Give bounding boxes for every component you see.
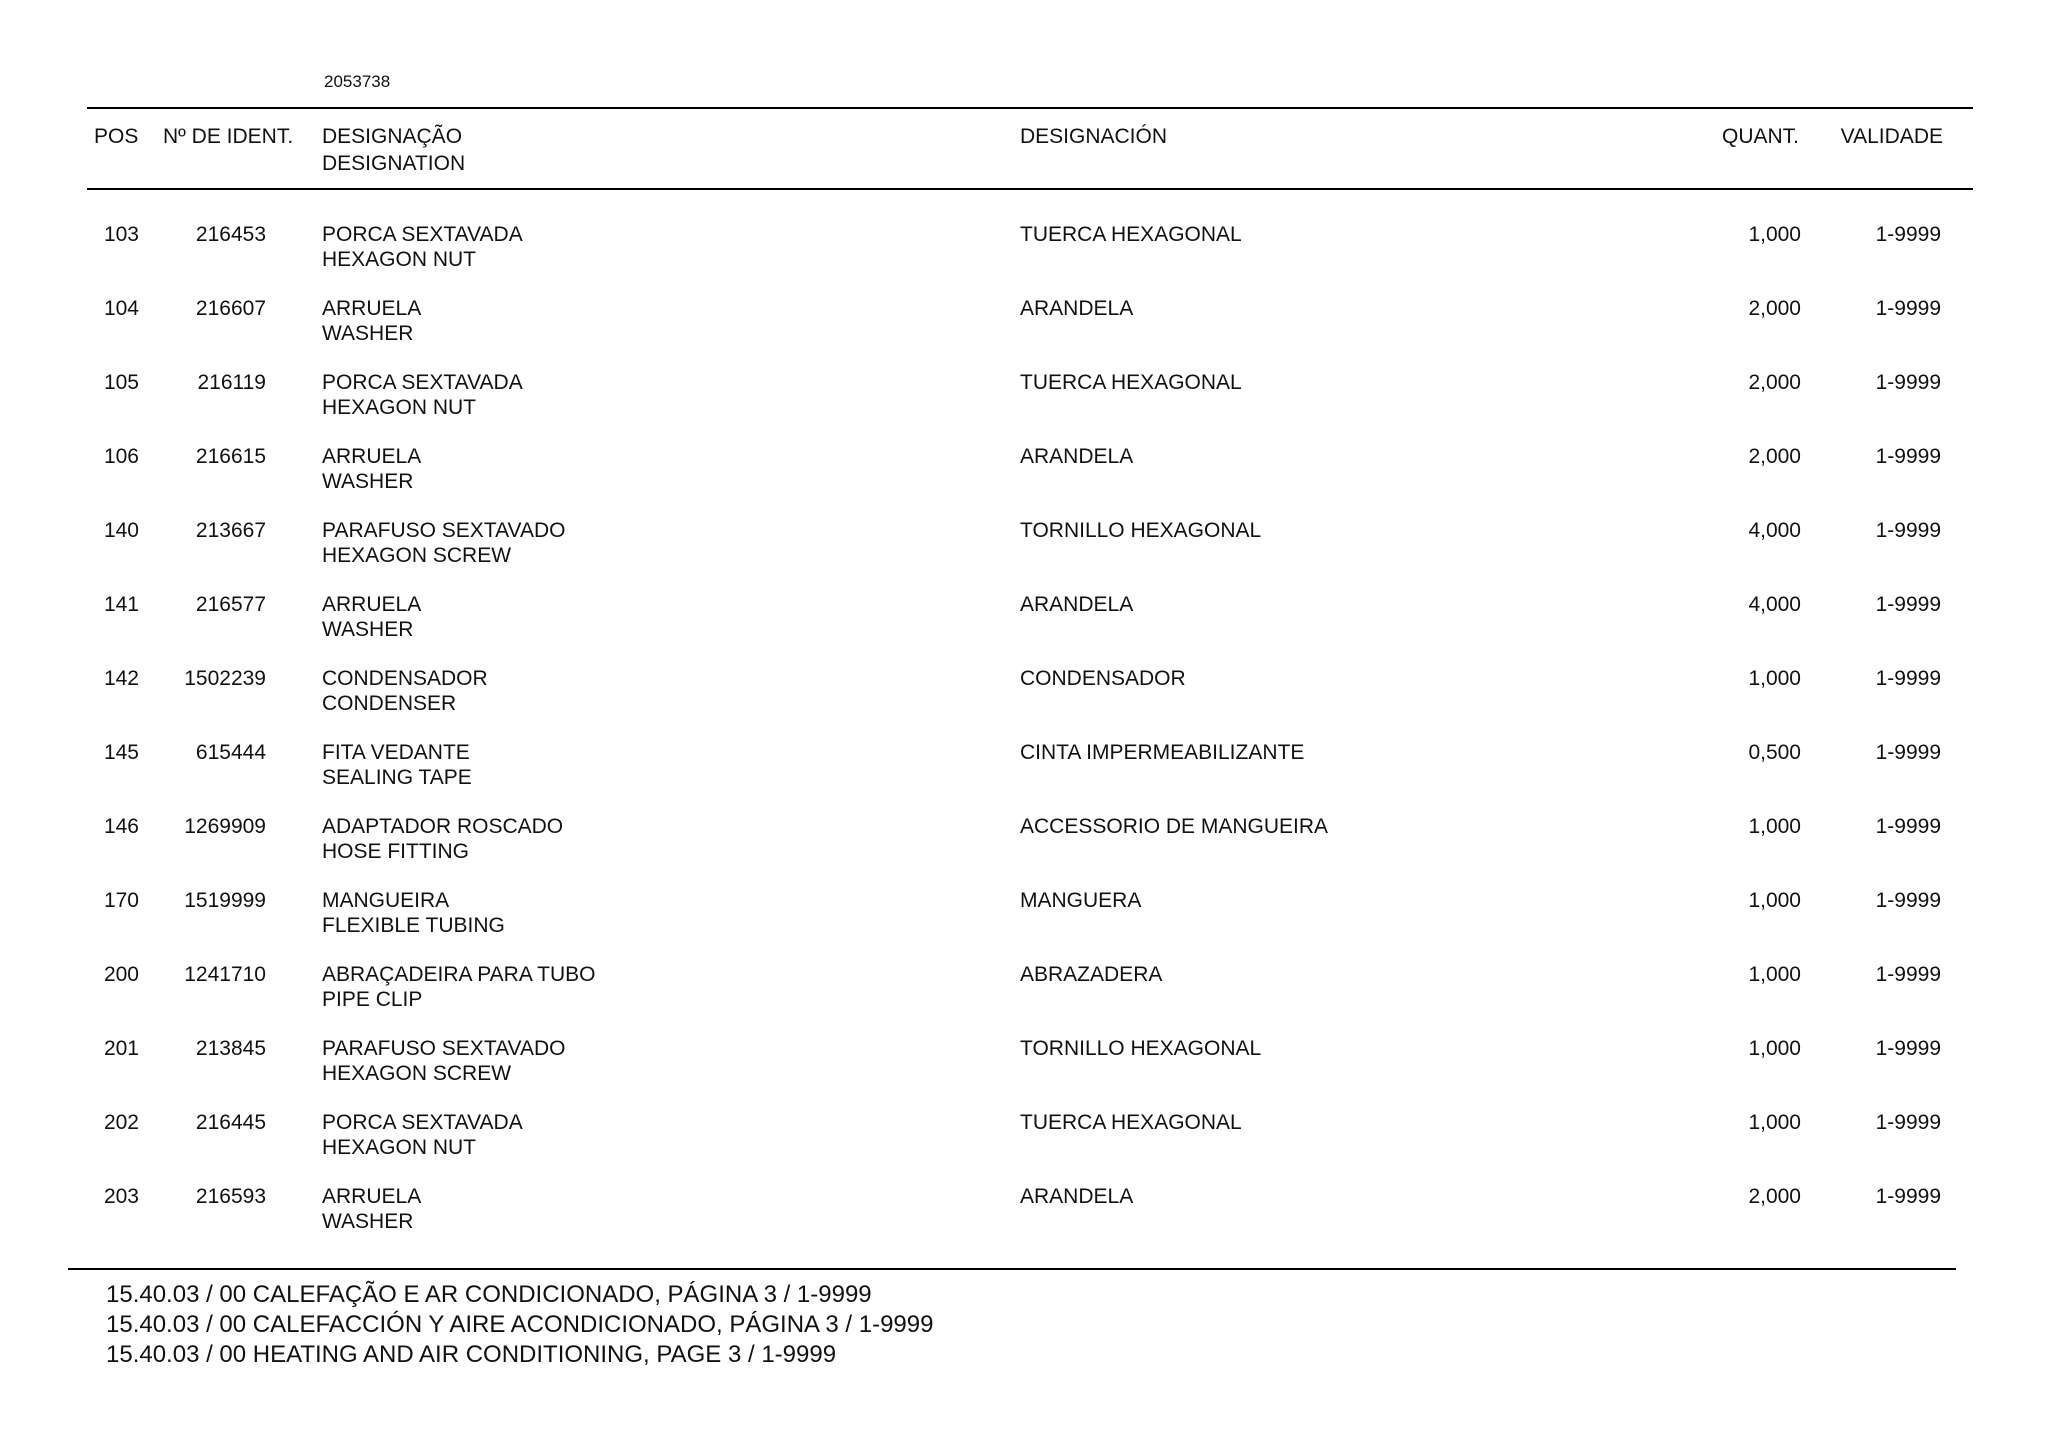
row-quantity: 4,000: [1748, 593, 1801, 616]
row-designation: [322, 370, 523, 420]
row-designation: [322, 888, 505, 938]
row-quantity: 1,000: [1748, 1111, 1801, 1134]
table-row: [0, 444, 2048, 518]
row-ident: 213845: [195, 1037, 266, 1060]
footer-line-es: 15.40.03 / 00 CALEFACCIÓN Y AIRE ACONDICIONADO, PÁGINA 3 / 1-9999: [106, 1311, 934, 1338]
row-pos: 104: [103, 297, 139, 320]
row-validity: 1-9999: [1875, 1037, 1941, 1060]
page-footer: [106, 1280, 933, 1370]
row-designation-es: TUERCA HEXAGONAL: [1020, 1111, 1242, 1134]
row-validity: 1-9999: [1875, 371, 1941, 394]
row-designation-es: ARANDELA: [1020, 445, 1134, 468]
row-designation-es: ARANDELA: [1020, 593, 1134, 616]
row-designation-pt: ARRUELA: [322, 445, 422, 468]
table-row: [0, 1036, 2048, 1110]
row-quantity: 1,000: [1748, 963, 1801, 986]
row-ident: 615444: [195, 741, 266, 764]
table-row: [0, 1184, 2048, 1258]
row-designation: [322, 592, 421, 642]
row-pos: 106: [103, 445, 139, 468]
row-designation-pt: ABRAÇADEIRA PARA TUBO: [322, 963, 596, 986]
row-ident: 1519999: [184, 889, 266, 912]
row-designation-en: HEXAGON NUT: [322, 1136, 477, 1159]
row-designation: [322, 962, 595, 1012]
row-pos: 142: [103, 667, 139, 690]
row-designation: [322, 1110, 523, 1160]
row-quantity: 1,000: [1748, 223, 1801, 246]
row-designation-es: CONDENSADOR: [1020, 667, 1186, 690]
row-designation-es: TUERCA HEXAGONAL: [1020, 371, 1242, 394]
row-designation-pt: CONDENSADOR: [322, 667, 488, 690]
row-designation-en: FLEXIBLE TUBING: [322, 914, 505, 937]
row-designation-pt: PORCA SEXTAVADA: [322, 1111, 523, 1134]
row-pos: 146: [103, 815, 139, 838]
row-validity: 1-9999: [1875, 815, 1941, 838]
row-validity: 1-9999: [1875, 741, 1941, 764]
bottom-rule: [68, 1268, 1956, 1270]
row-designation: [322, 222, 523, 272]
row-designation-en: WASHER: [322, 322, 414, 345]
table-row: [0, 370, 2048, 444]
table-row: [0, 296, 2048, 370]
row-ident: 216119: [197, 371, 266, 394]
row-designation-pt: ARRUELA: [322, 593, 422, 616]
header-pos: POS: [94, 125, 139, 148]
row-pos: 141: [103, 593, 139, 616]
row-quantity: 0,500: [1748, 741, 1801, 764]
row-validity: 1-9999: [1875, 297, 1941, 320]
row-designation: [322, 740, 472, 790]
row-designation-es: CINTA IMPERMEABILIZANTE: [1020, 741, 1305, 764]
row-designation: [322, 666, 488, 716]
footer-line-en: 15.40.03 / 00 HEATING AND AIR CONDITIONING, PAGE 3 / 1-9999: [106, 1341, 837, 1368]
row-quantity: 1,000: [1748, 889, 1801, 912]
row-quantity: 1,000: [1748, 667, 1801, 690]
row-ident: 216577: [195, 593, 266, 616]
row-ident: 216607: [195, 297, 266, 320]
row-pos: 103: [103, 223, 139, 246]
footer-line-pt: 15.40.03 / 00 CALEFAÇÃO E AR CONDICIONADO, PÁGINA 3 / 1-9999: [106, 1281, 872, 1308]
row-designation-es: TORNILLO HEXAGONAL: [1020, 1037, 1262, 1060]
header-validity: VALIDADE: [1840, 125, 1943, 148]
table-row: [0, 518, 2048, 592]
parts-table-body: [0, 222, 2048, 1258]
row-ident: 213667: [195, 519, 266, 542]
row-quantity: 1,000: [1748, 815, 1801, 838]
row-validity: 1-9999: [1875, 889, 1941, 912]
table-row: [0, 740, 2048, 814]
row-ident: 216593: [195, 1185, 266, 1208]
row-pos: 145: [103, 741, 139, 764]
row-designation-en: CONDENSER: [322, 692, 457, 715]
row-designation-pt: PORCA SEXTAVADA: [322, 223, 523, 246]
row-ident: 216445: [195, 1111, 266, 1134]
row-designation: [322, 814, 563, 864]
row-validity: 1-9999: [1875, 1111, 1941, 1134]
row-designation: [322, 444, 421, 494]
row-quantity: 4,000: [1748, 519, 1801, 542]
row-designation-pt: PARAFUSO SEXTAVADO: [322, 519, 566, 542]
row-designation-pt: MANGUEIRA: [322, 889, 450, 912]
table-row: [0, 666, 2048, 740]
row-designation: [322, 1184, 421, 1234]
row-designation-pt: PORCA SEXTAVADA: [322, 371, 523, 394]
row-designation-es: ACCESSORIO DE MANGUEIRA: [1020, 815, 1329, 838]
row-quantity: 1,000: [1748, 1037, 1801, 1060]
row-validity: 1-9999: [1875, 593, 1941, 616]
row-designation-pt: PARAFUSO SEXTAVADO: [322, 1037, 566, 1060]
header-designation-en: DESIGNATION: [322, 152, 466, 175]
row-designation-en: WASHER: [322, 618, 414, 641]
row-designation-en: HEXAGON NUT: [322, 248, 477, 271]
row-designation-es: TUERCA HEXAGONAL: [1020, 223, 1242, 246]
row-designation-es: MANGUERA: [1020, 889, 1142, 912]
row-designation-en: SEALING TAPE: [322, 766, 472, 789]
header-rule: [87, 188, 1973, 190]
row-designation: [322, 296, 421, 346]
row-ident: 1269909: [184, 815, 266, 838]
row-designation: [322, 518, 566, 568]
table-row: [0, 814, 2048, 888]
row-pos: 201: [103, 1037, 139, 1060]
row-quantity: 2,000: [1748, 1185, 1801, 1208]
row-designation-es: TORNILLO HEXAGONAL: [1020, 519, 1262, 542]
row-ident: 1502239: [184, 667, 266, 690]
row-designation-en: WASHER: [322, 1210, 414, 1233]
row-validity: 1-9999: [1875, 1185, 1941, 1208]
row-validity: 1-9999: [1875, 223, 1941, 246]
row-designation-en: HEXAGON NUT: [322, 396, 477, 419]
row-designation-es: ARANDELA: [1020, 297, 1134, 320]
row-pos: 170: [103, 889, 139, 912]
row-validity: 1-9999: [1875, 445, 1941, 468]
row-designation-pt: ADAPTADOR ROSCADO: [322, 815, 564, 838]
header-designation: [322, 123, 465, 177]
row-pos: 140: [103, 519, 139, 542]
table-row: [0, 1110, 2048, 1184]
document-number: 2053738: [324, 72, 391, 91]
row-validity: 1-9999: [1875, 519, 1941, 542]
row-validity: 1-9999: [1875, 963, 1941, 986]
row-designation-en: WASHER: [322, 470, 414, 493]
top-rule: [87, 107, 1973, 109]
row-ident: 1241710: [184, 963, 266, 986]
row-quantity: 2,000: [1748, 297, 1801, 320]
table-row: [0, 222, 2048, 296]
row-designation-en: PIPE CLIP: [322, 988, 423, 1011]
row-quantity: 2,000: [1748, 371, 1801, 394]
table-row: [0, 962, 2048, 1036]
row-designation: [322, 1036, 566, 1086]
row-designation-en: HOSE FITTING: [322, 840, 469, 863]
row-designation-es: ABRAZADERA: [1020, 963, 1163, 986]
row-designation-en: HEXAGON SCREW: [322, 1062, 512, 1085]
row-pos: 105: [103, 371, 139, 394]
row-pos: 203: [103, 1185, 139, 1208]
row-designation-pt: ARRUELA: [322, 297, 422, 320]
row-ident: 216615: [195, 445, 266, 468]
row-designation-es: ARANDELA: [1020, 1185, 1134, 1208]
header-ident: Nº DE IDENT.: [163, 125, 294, 148]
row-validity: 1-9999: [1875, 667, 1941, 690]
header-designation-pt: DESIGNAÇÃO: [322, 125, 463, 148]
row-quantity: 2,000: [1748, 445, 1801, 468]
row-pos: 202: [103, 1111, 139, 1134]
row-ident: 216453: [195, 223, 266, 246]
row-designation-pt: FITA VEDANTE: [322, 741, 470, 764]
row-designation-en: HEXAGON SCREW: [322, 544, 512, 567]
table-row: [0, 888, 2048, 962]
table-row: [0, 592, 2048, 666]
header-quantity: QUANT.: [1721, 125, 1799, 148]
row-pos: 200: [103, 963, 139, 986]
row-designation-pt: ARRUELA: [322, 1185, 422, 1208]
header-designation-es: DESIGNACIÓN: [1020, 125, 1168, 148]
